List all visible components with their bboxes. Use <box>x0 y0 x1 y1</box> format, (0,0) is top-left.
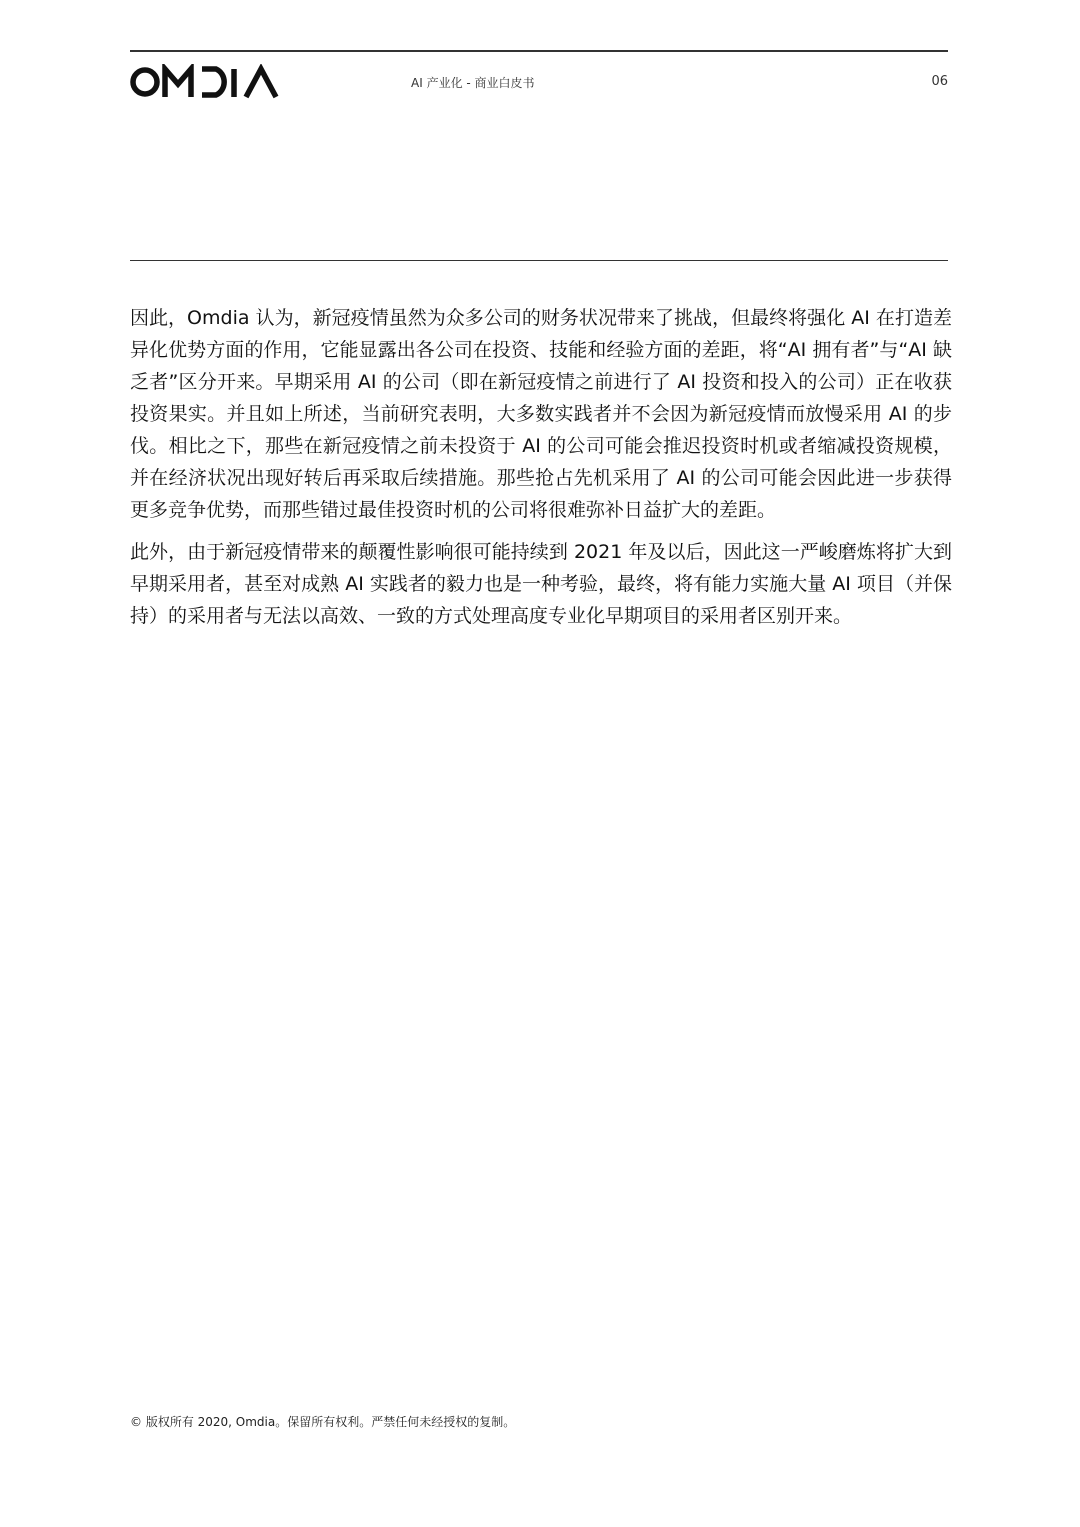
paragraph: 此外，由于新冠疫情带来的颠覆性影响很可能持续到 2021 年及以后，因此这一严峻磨炼将扩大到早期采用者，甚至对成熟 AI 实践者的毅力也是一种考验，最终，将有能力实施大量 AI 项目（并保持）的采用者与无法以高效、一致的方式处理高度专业化早期项目的采用者区别开来。 <box>130 541 952 627</box>
omdia-logo <box>130 64 280 100</box>
footer-copyright: © 版权所有 2020, Omdia。保留所有权利。严禁任何未经授权的复制。 <box>130 1415 516 1429</box>
body-text <box>130 302 952 642</box>
paragraph: 因此，Omdia 认为，新冠疫情虽然为众多公司的财务状况带来了挑战，但最终将强化 AI 在打造差异化优势方面的作用，它能显露出各公司在投资、技能和经验方面的差距，将“AI 拥有者”与“AI 缺乏者”区分开来。早期采用 AI 的公司（即在新冠疫情之前进行了 AI 投资和投入的公司）正在收获投资果实。并且如上所述，当前研究表明，大多数实践者并不会因为新冠疫情而放慢采用 AI 的步伐。相比之下，那些在新冠疫情之前未投资于 AI 的公司可能会推迟投资时机或者缩减投资规模，并在经济状况出现好转后再采取后续措施。那些抢占先机采用了 AI 的公司可能会因此进一步获得更多竞争优势，而那些错过最佳投资时机的公司将很难弥补日益扩大的差距。 <box>130 307 952 521</box>
document-title: AI 产业化 - 商业白皮书 <box>411 76 535 90</box>
page-number: 06 <box>931 74 948 89</box>
header-bottom-rule <box>130 260 948 261</box>
header-top-rule <box>130 50 948 52</box>
